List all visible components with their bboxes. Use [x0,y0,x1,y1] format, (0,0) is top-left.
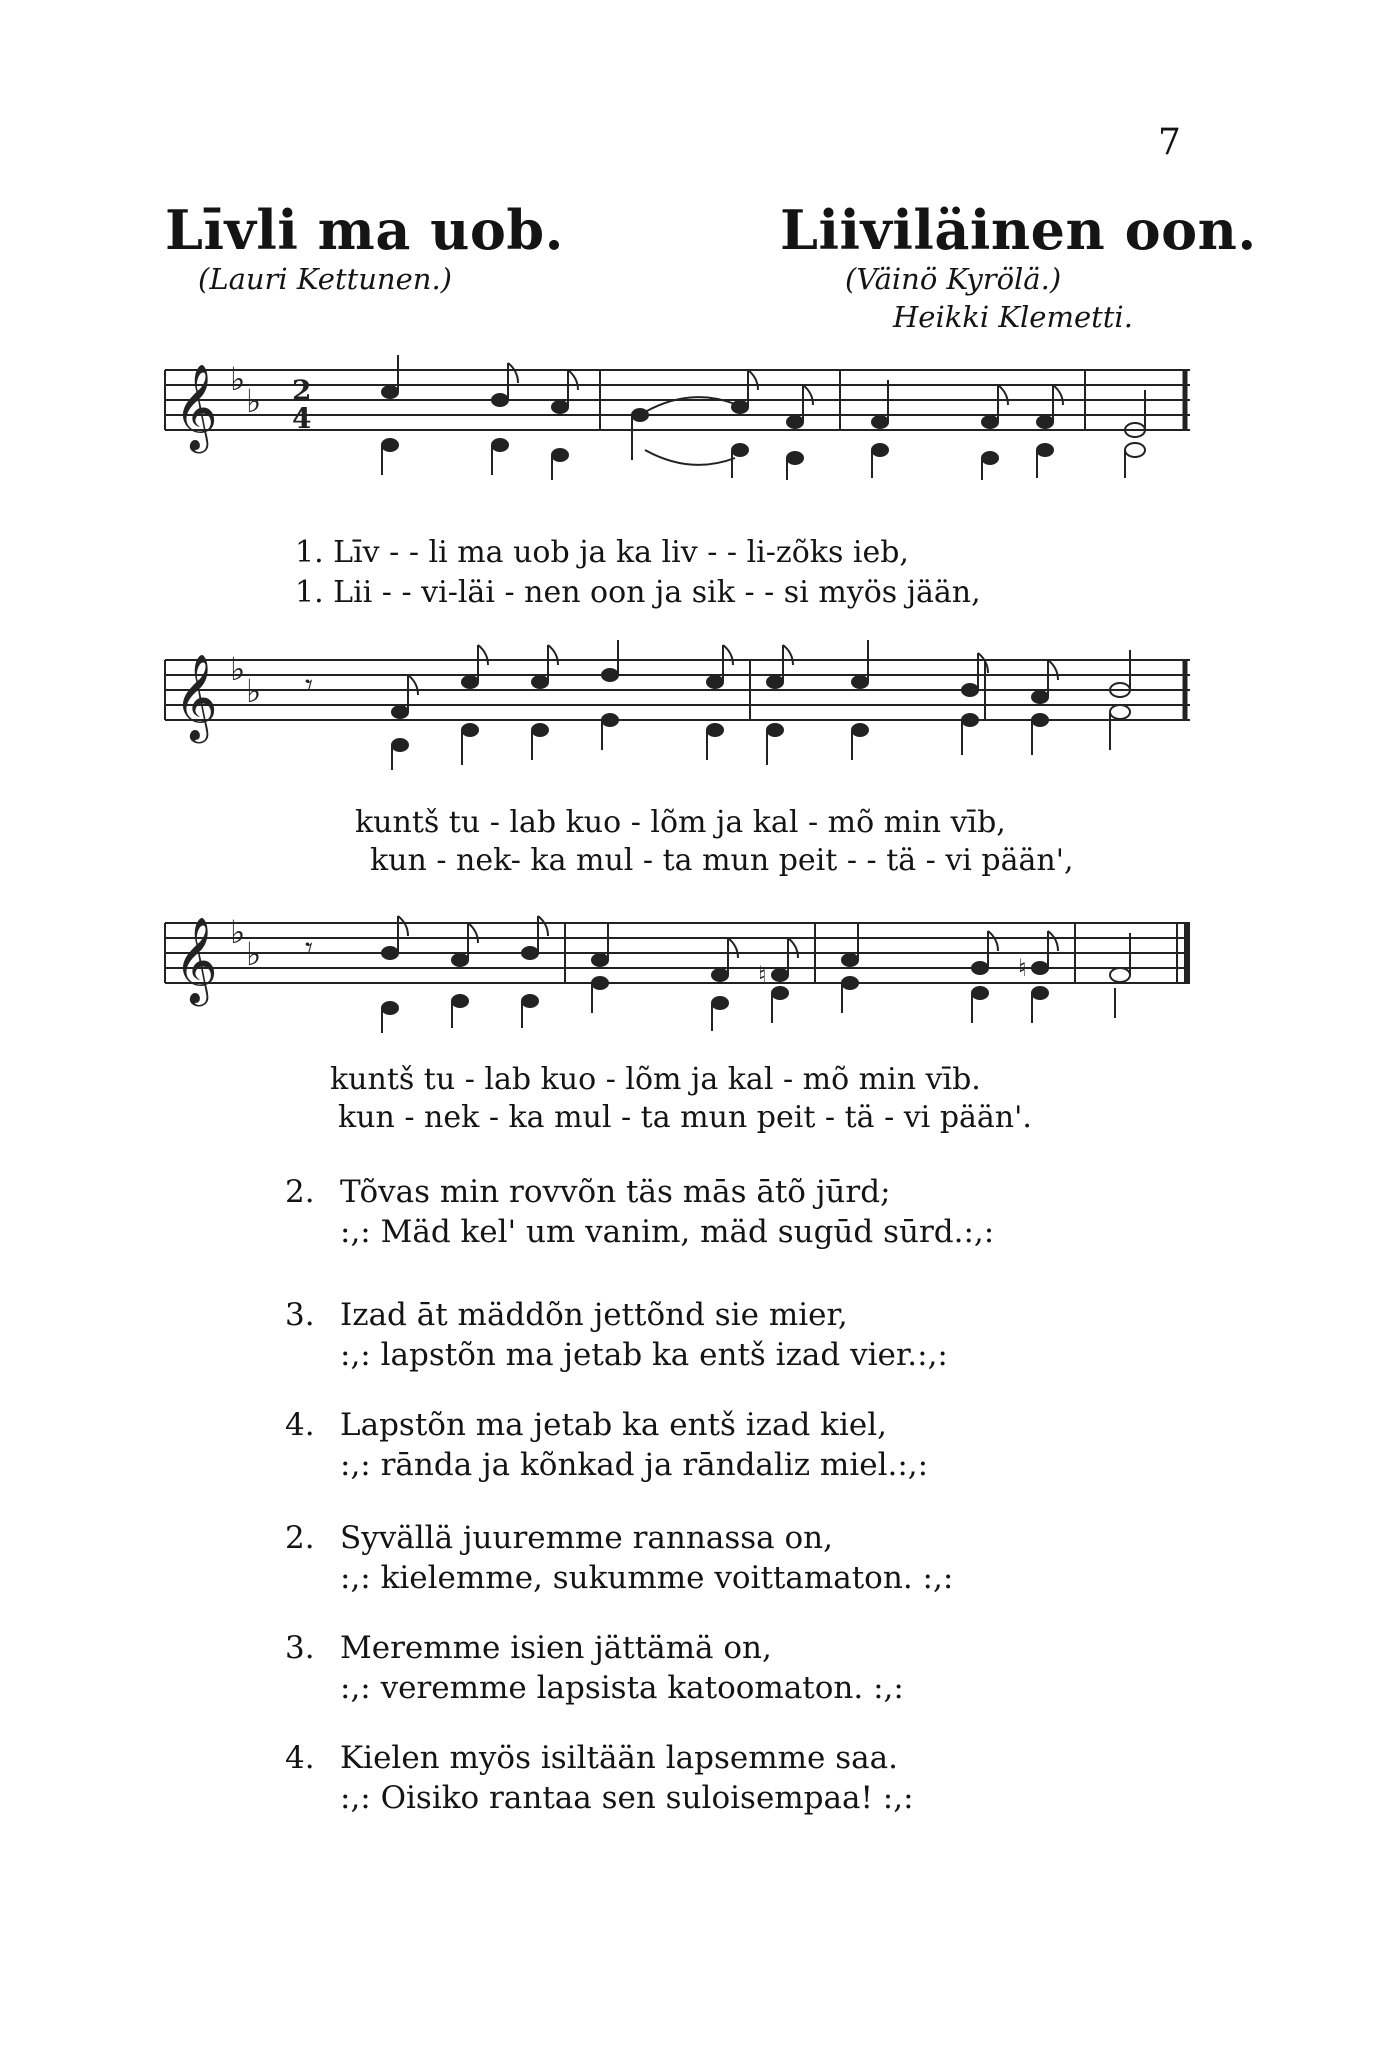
time-signature-numerator: 2 [292,374,312,407]
lyric-line-finnish: 1. Lii - - vi-läi - nen oon ja sik - - si myös jään, [295,575,981,610]
natural-sign-icon: ♮ [1018,954,1027,982]
eighth-rest-icon: 𝄾 [305,668,313,703]
music-staff-2 [160,640,1210,770]
natural-sign-icon: ♮ [758,961,767,989]
verse-block [285,1518,953,1598]
flat-icon: ♭ [230,360,246,398]
verse-line: Kielen myös isiltään lapsemme saa. [340,1740,898,1776]
verse-refrain-line: :,: veremme lapsista katoomaton. :,: [340,1670,904,1706]
flat-icon: ♭ [230,913,246,951]
verse-refrain-line: :,: Mäd kel' um vanim, mäd sugūd sūrd.:,: [340,1214,995,1250]
page-number: 7 [1158,122,1181,163]
translator-credit-right: (Väinö Kyrölä.) [845,262,1062,296]
verse-number: 3. [285,1630,315,1666]
lyric-line-finnish: kun - nek - ka mul - ta mun peit - tä - vi pään'. [338,1100,1032,1135]
verse-block [285,1172,994,1252]
verse-line: Izad āt mäddõn jettõnd sie mier, [340,1297,848,1333]
verse-number: 2. [285,1174,315,1210]
verse-block [285,1295,948,1375]
flat-icon: ♭ [246,672,262,710]
composer-credit: Heikki Klemetti. [893,300,1133,334]
verse-line: Lapstõn ma jetab ka entš izad kiel, [340,1407,887,1443]
flat-icon: ♭ [246,935,262,973]
verse-refrain-line: :,: kielemme, sukumme voittamaton. :,: [340,1560,954,1596]
verse-line: Meremme isien jättämä on, [340,1630,772,1666]
verse-number: 2. [285,1520,315,1556]
flat-icon: ♭ [246,382,262,420]
translator-credit-left: (Lauri Kettunen.) [198,262,452,296]
lyric-line-livonian: kuntš tu - lab kuo - lõm ja kal - mõ min vīb. [330,1062,981,1097]
music-staff-1 [160,350,1210,480]
treble-clef-icon: 𝄞 [174,917,218,1003]
eighth-rest-icon: 𝄾 [305,931,313,966]
verse-refrain-line: :,: lapstõn ma jetab ka entš izad vier.:,: [340,1337,948,1373]
verse-number: 3. [285,1297,315,1333]
lyric-line-finnish: kun - nek- ka mul - ta mun peit - - tä - vi pään', [370,843,1074,878]
verse-block [285,1738,914,1818]
treble-clef-icon: 𝄞 [174,654,218,740]
song-title-livonian: Līvli ma uob. [165,198,564,262]
verse-block [285,1628,904,1708]
lyric-line-livonian: 1. Līv - - li ma uob ja ka liv - - li-zõks ieb, [295,535,909,570]
verse-number: 4. [285,1740,315,1776]
treble-clef-icon: 𝄞 [174,364,218,450]
song-title-finnish: Liiviläinen oon. [780,198,1257,262]
verse-block [285,1405,928,1485]
flat-icon: ♭ [230,650,246,688]
verse-refrain-line: :,: rānda ja kõnkad ja rāndaliz miel.:,: [340,1447,929,1483]
verse-line: Tõvas min rovvõn täs mās ātõ jūrd; [340,1174,891,1210]
music-staff-3 [160,903,1210,1033]
time-signature-denominator: 4 [292,402,312,435]
lyric-line-livonian: kuntš tu - lab kuo - lõm ja kal - mõ min vīb, [355,805,1006,840]
verse-line: Syvällä juuremme rannassa on, [340,1520,833,1556]
verse-number: 4. [285,1407,315,1443]
verse-refrain-line: :,: Oisiko rantaa sen suloisempaa! :,: [340,1780,914,1816]
